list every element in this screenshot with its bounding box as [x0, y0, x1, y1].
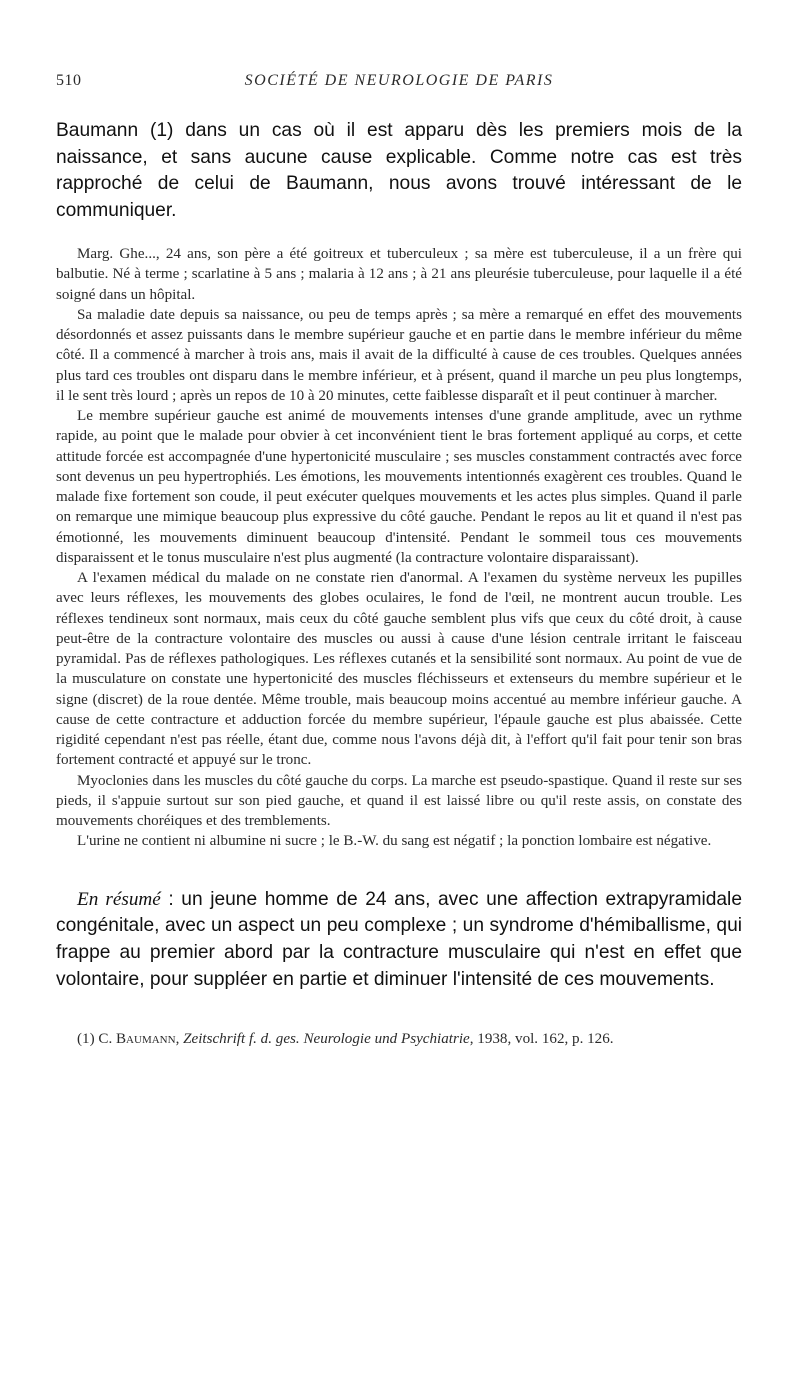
journal-title: SOCIÉTÉ DE NEUROLOGIE DE PARIS	[244, 72, 554, 89]
footnote-details: , 1938, vol. 162, p. 126.	[469, 1031, 614, 1048]
upper-limb-paragraph: Le membre supérieur gauche est animé de mouvements intenses d'une grande amplitude, avec un rythme rapide, au point que le malade pour obvier à cet inconvénient tient le bras fortement appliqué au corps, et cette attitude forcée est accompagnée d'une hypertonicité musculaire ; ses muscles constamment contractés avec force sont devenus un peu hypertrophiés. Les émotions, les mouvements intentionnés exagèrent ces troubles. Quand le malade fixe fortement son coude, il peut exécuter quelques mouvements et les actes plus simples. Quand il parle on remarque une mimique beaucoup plus expressive du côté gauche. Pendant le repos au lit et quand il n'est pas émotionné, les mouvements diminuent beaucoup d'intensité. Pendant le sommeil tous ces mouvements disparaissent et le tonus musculaire n'est plus augmenté (la contracture volontaire disparaissant).	[56, 408, 742, 566]
footnote-marker: (1)	[77, 1031, 99, 1048]
onset-paragraph: Sa maladie date depuis sa naissance, ou peu de temps après ; sa mère a remarqué en effet des mouvements désordonnés et assez puissants dans le membre supérieur gauche et en partie dans le membre inférieur du même côté. Il a commencé à marcher à trois ans, mais il avait de la difficulté à cause de ces troubles. Quelques années plus tard ces troubles ont disparu dans le membre inférieur, et à présent, quand il marche un peu plus longtemps, il le sent très lourd ; après un repos de 10 à 20 minutes, cette faiblesse disparaît et il peut continuer à marcher.	[56, 306, 742, 404]
case-history-paragraph: Marg. Ghe..., 24 ans, son père a été goitreux et tuberculeux ; sa mère est tuberculeuse, il a un frère qui balbutie. Né à terme ; scarlatine à 5 ans ; malaria à 12 ans ; à 21 ans pleurésie tuberculeuse, pour laquelle il a été soigné dans un hôpital.	[56, 246, 742, 303]
summary-lead-in: En résumé	[77, 888, 161, 910]
running-head	[56, 72, 742, 96]
examination-paragraph: A l'examen médical du malade on ne constate rien d'anormal. A l'examen du système nerveux les pupilles avec leurs réflexes, les mouvements des globes oculaires, le fond de l'œil, ne montrent aucun trouble. Les réflexes tendineux sont normaux, mais ceux du côté gauche semblent plus vifs que ceux du côté droit, à cause peut-être de la contracture volontaire des muscles ou aussi à cause d'une lésion centrale irritant le faisceau pyramidal. Pas de réflexes pathologiques. Les réflexes cutanés et la sensibilité sont normaux. Au point de vue de la musculature on constate une hypertonicité des muscles fléchisseurs et extenseurs du membre supérieur et le signe (discret) de la roue dentée. Même trouble, mais beaucoup moins accentué au membre inférieur gauche. A cause de cette contracture et adduction forcée du membre supérieur, l'épaule gauche est plus abaissée. Cette rigidité cependant n'est pas réelle, étant due, comme nous l'avons déjà dit, à l'effort qu'il fait pour tenir son bras fortement contracté et appuyé sur le tronc.	[56, 570, 742, 769]
page-content	[56, 72, 742, 1063]
myoclonus-paragraph: Myoclonies dans les muscles du côté gauche du corps. La marche est pseudo-spastique. Quand il reste sur ses pieds, il s'appuie surtout sur son pied gauche, et quand il est laissé libre ou qu'il reste assis, on constate des mouvements choréiques et des tremblements.	[56, 772, 742, 829]
footnote-source: Zeitschrift f. d. ges. Neurologie und Psychiatrie	[183, 1031, 470, 1048]
footnote	[56, 1030, 742, 1048]
summary-paragraph	[56, 887, 742, 994]
page-number: 510	[56, 72, 82, 89]
footnote-separator: ,	[175, 1031, 184, 1048]
lab-results-paragraph: L'urine ne contient ni albumine ni sucre ; le B.-W. du sang est négatif ; la ponction lombaire est négative.	[77, 833, 712, 850]
case-report	[56, 244, 742, 852]
summary-text: : un jeune homme de 24 ans, avec une affection extrapyramidale congénitale, avec un aspect un peu complexe ; un syndrome d'hémiballisme, qui frappe au premier abord par la contracture musculaire qui n'est en effet que volontaire, pour suppléer en partie et diminuer l'intensité de ces mouvements.	[56, 888, 742, 990]
intro-paragraph: Baumann (1) dans un cas où il est apparu dès les premiers mois de la naissance, et sans aucune cause explicable. Comme notre cas est très rapproché de celui de Baumann, nous avons trouvé intéressant de le communiquer.	[56, 120, 742, 222]
footnote-author: C. Baumann	[98, 1031, 176, 1048]
